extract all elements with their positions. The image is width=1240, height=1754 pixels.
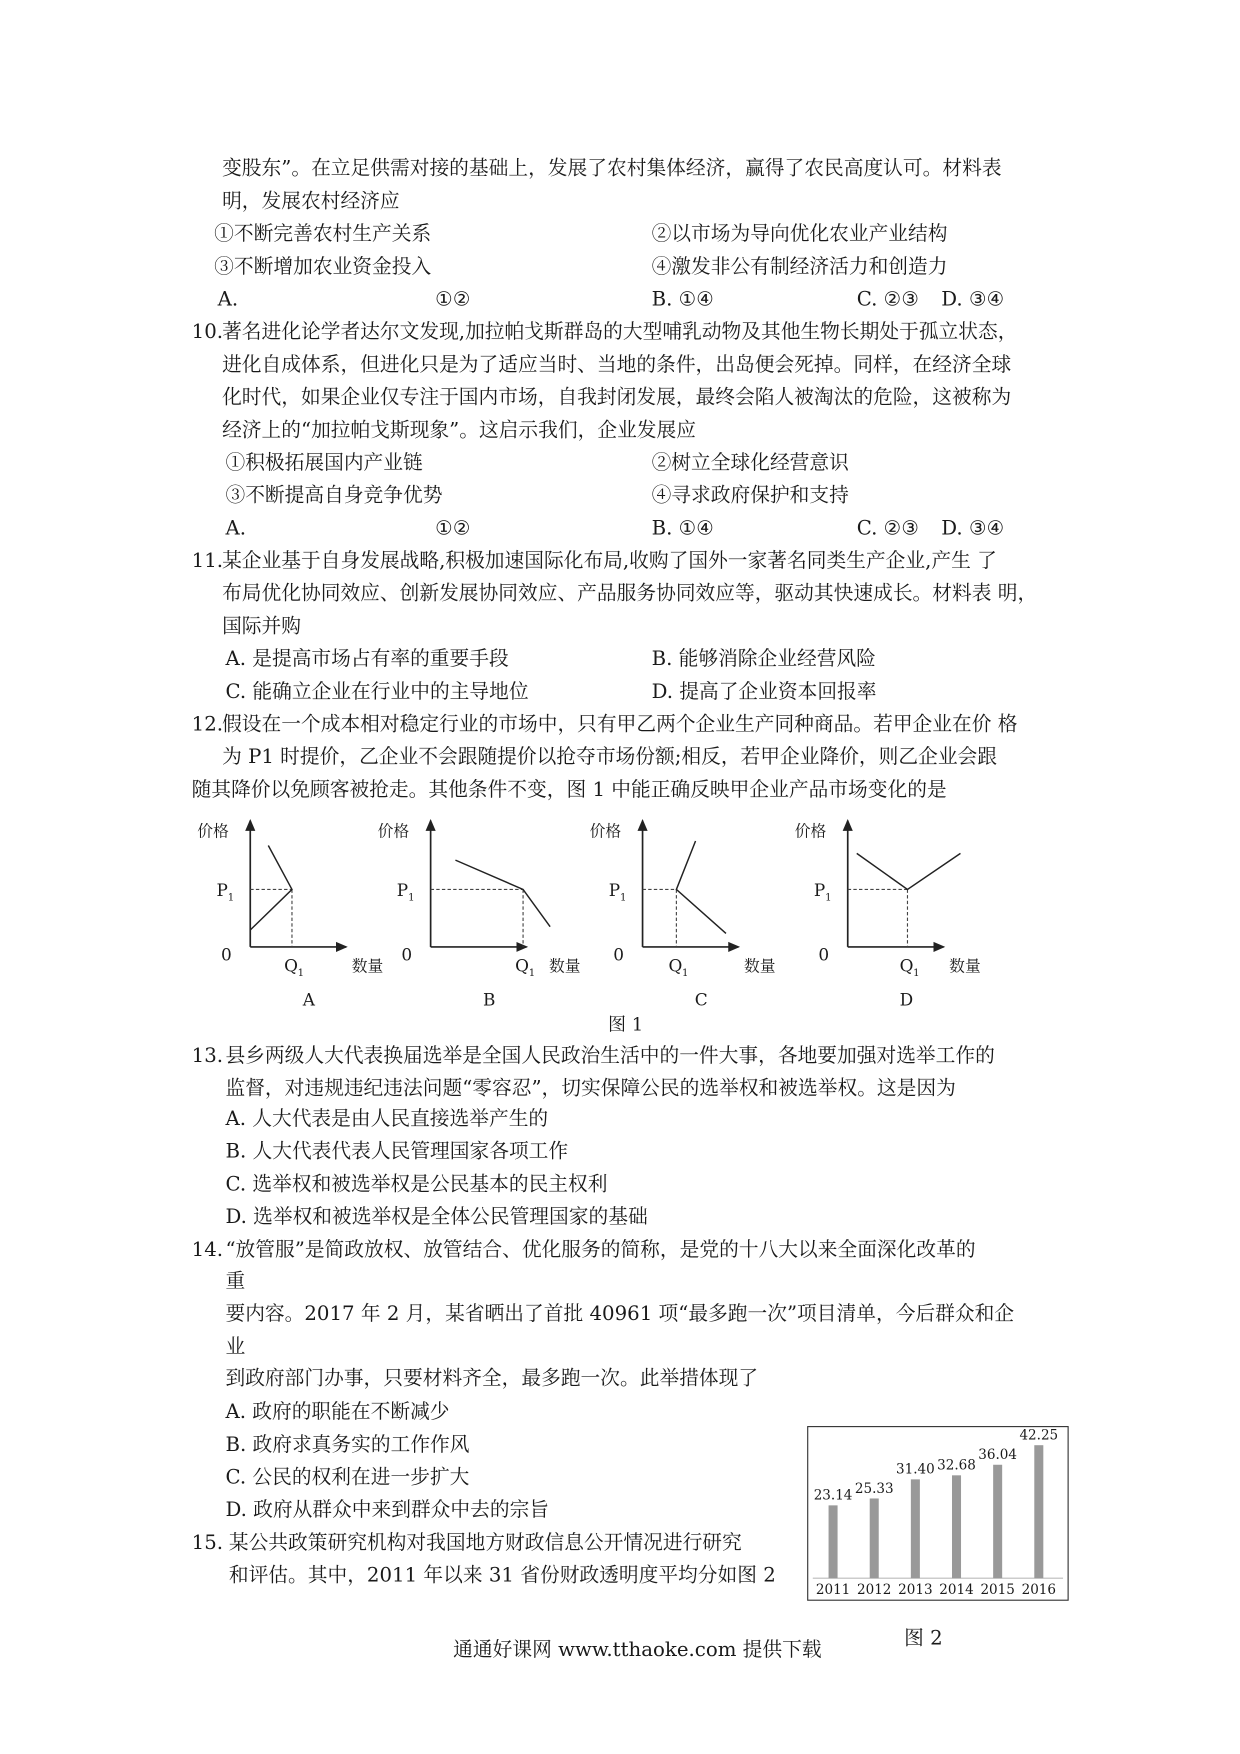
q1-label: Q — [899, 955, 914, 976]
q9-choice-b[interactable]: B. ①④ — [651, 288, 715, 312]
q13-line: 监督，对违规违纪违法问题“零容忍”，切实保障公民的选举权和被选举权。这是因为 — [225, 1077, 956, 1101]
bar-2016 — [1034, 1445, 1043, 1578]
q1-subscript: 1 — [297, 968, 305, 980]
q14-number: 14. — [191, 1238, 224, 1262]
q9-line: 变股东”。在立足供需对接的基础上，发展了农村集体经济，赢得了农民高度认可。材料表 — [222, 157, 1002, 181]
q13-option-d[interactable]: D. 选举权和被选举权是全体公民管理国家的基础 — [225, 1206, 648, 1229]
q9-choice-d[interactable]: D. ③④ — [941, 288, 1005, 312]
q13-line: 县乡两级人大代表换届选举是全国人民政治生活中的一件大事，各地要加强对选举工作的 — [225, 1045, 995, 1068]
panel-label: C — [694, 989, 708, 1010]
p1-subscript: 1 — [408, 892, 415, 904]
q14-line: 到政府部门办事，只要材料齐全，最多跑一次。此举措体现了 — [225, 1367, 759, 1390]
q13-option-b[interactable]: B. 人大代表代表人民管理国家各项工作 — [225, 1140, 569, 1164]
bar-2015 — [993, 1465, 1002, 1578]
origin-label: 0 — [401, 944, 413, 965]
origin-label: 0 — [220, 944, 232, 965]
q13-number: 13. — [191, 1045, 224, 1068]
q1-subscript: 1 — [913, 968, 920, 980]
q15-line: 和评估。其中，2011 年以来 31 省份财政透明度平均分如图 2 — [228, 1564, 776, 1588]
q10-choice-a-label[interactable]: A. — [225, 517, 246, 540]
p1-subscript: 1 — [620, 892, 627, 904]
q10-line: 进化自成体系，但进化只是为了适应当时、当地的条件，出岛便会死掉。同样，在经济全球 — [222, 353, 1012, 377]
x-tick-2014: 2014 — [939, 1582, 974, 1599]
q1-label: Q — [515, 955, 530, 976]
y-axis-label: 价格 — [377, 821, 410, 841]
origin-label: 0 — [613, 944, 625, 965]
q1-label: Q — [284, 955, 298, 976]
q15-number: 15. — [191, 1532, 224, 1555]
q14-option-d[interactable]: D. 政府从群众中来到群众中去的宗旨 — [225, 1499, 550, 1522]
x-tick-2016: 2016 — [1021, 1582, 1057, 1599]
p1-subscript: 1 — [825, 892, 832, 904]
data-label-2011: 23.14 — [813, 1487, 853, 1504]
q11-line: 布局优化协同效应、创新发展协同效应、产品服务协同效应等，驱动其快速成长。材料表 明， — [222, 582, 1038, 606]
q9-choice-c[interactable]: C. ②③ — [856, 288, 920, 312]
q13-option-a[interactable]: A. 人大代表是由人民直接选举产生的 — [225, 1108, 549, 1131]
q11-option-c[interactable]: C. 能确立企业在行业中的主导地位 — [225, 680, 529, 704]
x-axis-label: 数量 — [548, 956, 581, 976]
x-tick-2011: 2011 — [815, 1582, 851, 1599]
x-tick-2012: 2012 — [857, 1582, 892, 1599]
q9-choice-a-label[interactable]: A. — [217, 288, 239, 312]
q9-line: 明，发展农村经济应 — [222, 190, 400, 214]
figure-2-caption: 图 2 — [904, 1627, 943, 1651]
q9-item-1: ①不断完善农村生产关系 — [214, 223, 432, 246]
q14-option-a[interactable]: A. 政府的职能在不断减少 — [225, 1401, 450, 1424]
q10-number: 10. — [191, 321, 224, 344]
q1-subscript: 1 — [682, 968, 689, 980]
q14-option-c[interactable]: C. 公民的权利在进一步扩大 — [225, 1466, 470, 1490]
q14-line: 要内容。2017 年 2 月，某省晒出了首批 40961 项“最多跑一次”项目清单，今后群众和企 — [225, 1303, 1015, 1326]
q14-line: 重 — [225, 1270, 246, 1294]
q10-item-4: ④寻求政府保护和支持 — [651, 484, 849, 508]
q15-line: 某公共政策研究机构对我国地方财政信息公开情况进行研究 — [228, 1532, 742, 1555]
origin-label: 0 — [818, 944, 830, 965]
q14-line: 业 — [225, 1335, 246, 1359]
bar-2013 — [911, 1479, 920, 1578]
q12-line: 随其降价以免顾客被抢走。其他条件不变，图 1 中能正确反映甲企业产品市场变化的是 — [191, 778, 947, 802]
data-label-2016: 42.25 — [1019, 1427, 1059, 1444]
data-label-2012: 25.33 — [854, 1480, 894, 1497]
q11-number: 11. — [191, 550, 224, 573]
data-label-2014: 32.68 — [937, 1457, 976, 1474]
q11-line: 某企业基于自身发展战略,积极加速国际化布局,收购了国外一家著名同类生产企业,产生 了 — [222, 550, 997, 573]
q10-line: 经济上的“加拉帕戈斯现象”。这启示我们，企业发展应 — [222, 419, 697, 442]
bar-2012 — [870, 1498, 879, 1578]
data-label-2015: 36.04 — [978, 1447, 1018, 1464]
q9-item-3: ③不断增加农业资金投入 — [214, 255, 432, 279]
figure-2-svg — [808, 1427, 1067, 1598]
q10-line: 著名进化论学者达尔文发现,加拉帕戈斯群岛的大型哺乳动物及其他生物长期处于孤立状态， — [222, 321, 1018, 344]
demand-curve — [455, 860, 550, 927]
q11-option-a[interactable]: A. 是提高市场占有率的重要手段 — [225, 648, 509, 671]
footer-source[interactable]: 通通好课网 www.tthaoke.com 提供下载 — [453, 1639, 822, 1662]
q10-choice-c[interactable]: C. ②③ — [856, 517, 920, 540]
q1-label: Q — [668, 955, 683, 976]
y-axis-label: 价格 — [794, 821, 827, 841]
panel-label: B — [483, 989, 496, 1010]
p1-label: P — [608, 880, 621, 901]
panel-label: A — [302, 989, 315, 1010]
x-axis-label: 数量 — [744, 956, 776, 976]
q10-item-3: ③不断提高自身竞争优势 — [225, 484, 443, 508]
q10-choice-d[interactable]: D. ③④ — [941, 517, 1005, 540]
q14-line: “放管服”是简政放权、放管结合、优化服务的简称，是党的十八大以来全面深化改革的 — [225, 1238, 976, 1262]
p1-label: P — [216, 880, 228, 901]
q12-number: 12. — [191, 713, 224, 737]
q12-line: 假设在一个成本相对稳定行业的市场中，只有甲乙两个企业生产同种商品。若甲企业在价 格 — [222, 713, 1018, 737]
q10-line: 化时代，如果企业仅专注于国内市场，自我封闭发展，最终会陷人被淘汰的危险，这被称为 — [222, 386, 1012, 410]
p1-subscript: 1 — [227, 892, 235, 904]
y-axis-label: 价格 — [589, 821, 622, 841]
q10-choice-a[interactable]: ①② — [435, 517, 471, 540]
p1-label: P — [396, 880, 409, 901]
x-axis-label: 数量 — [949, 956, 981, 976]
x-axis-label: 数量 — [351, 956, 384, 976]
q9-item-2: ②以市场为导向优化农业产业结构 — [651, 223, 948, 246]
q10-choice-b[interactable]: B. ①④ — [651, 517, 715, 540]
q13-option-c[interactable]: C. 选举权和被选举权是公民基本的民主权利 — [225, 1173, 608, 1197]
demand-curve — [250, 845, 292, 930]
q10-item-2: ②树立全球化经营意识 — [651, 452, 849, 475]
q14-option-b[interactable]: B. 政府求真务实的工作作风 — [225, 1433, 470, 1457]
bar-2014 — [952, 1475, 961, 1578]
x-tick-2015: 2015 — [980, 1582, 1015, 1599]
q11-line: 国际并购 — [222, 615, 301, 639]
q9-item-4: ④激发非公有制经济活力和创造力 — [651, 255, 948, 279]
q11-option-d[interactable]: D. 提高了企业资本回报率 — [651, 680, 877, 704]
x-tick-2013: 2013 — [898, 1582, 933, 1599]
y-axis-label: 价格 — [197, 821, 229, 841]
bar-2011 — [829, 1505, 838, 1578]
p1-label: P — [813, 880, 826, 901]
q10-item-1: ①积极拓展国内产业链 — [225, 452, 423, 475]
figure-1-panel-d — [795, 821, 981, 1010]
figure-1-panel-a — [197, 821, 383, 1010]
panel-label: D — [899, 989, 914, 1010]
q11-option-b[interactable]: B. 能够消除企业经营风险 — [651, 648, 876, 671]
demand-curve — [676, 841, 726, 933]
data-label-2013: 31.40 — [896, 1461, 935, 1478]
figure-1-caption: 图 1 — [608, 1014, 644, 1036]
figure-1-panel-c — [590, 821, 776, 1010]
figure-1-panel-b — [378, 821, 581, 1010]
q9-choice-a[interactable]: ①② — [435, 288, 471, 312]
figure-2-chart — [807, 1426, 1069, 1601]
q1-subscript: 1 — [528, 968, 536, 980]
demand-curve — [857, 853, 961, 889]
q12-line: 为 P1 时提价，乙企业不会跟随提价以抢夺市场份额;相反，若甲企业降价，则乙企业会跟 — [222, 746, 998, 769]
